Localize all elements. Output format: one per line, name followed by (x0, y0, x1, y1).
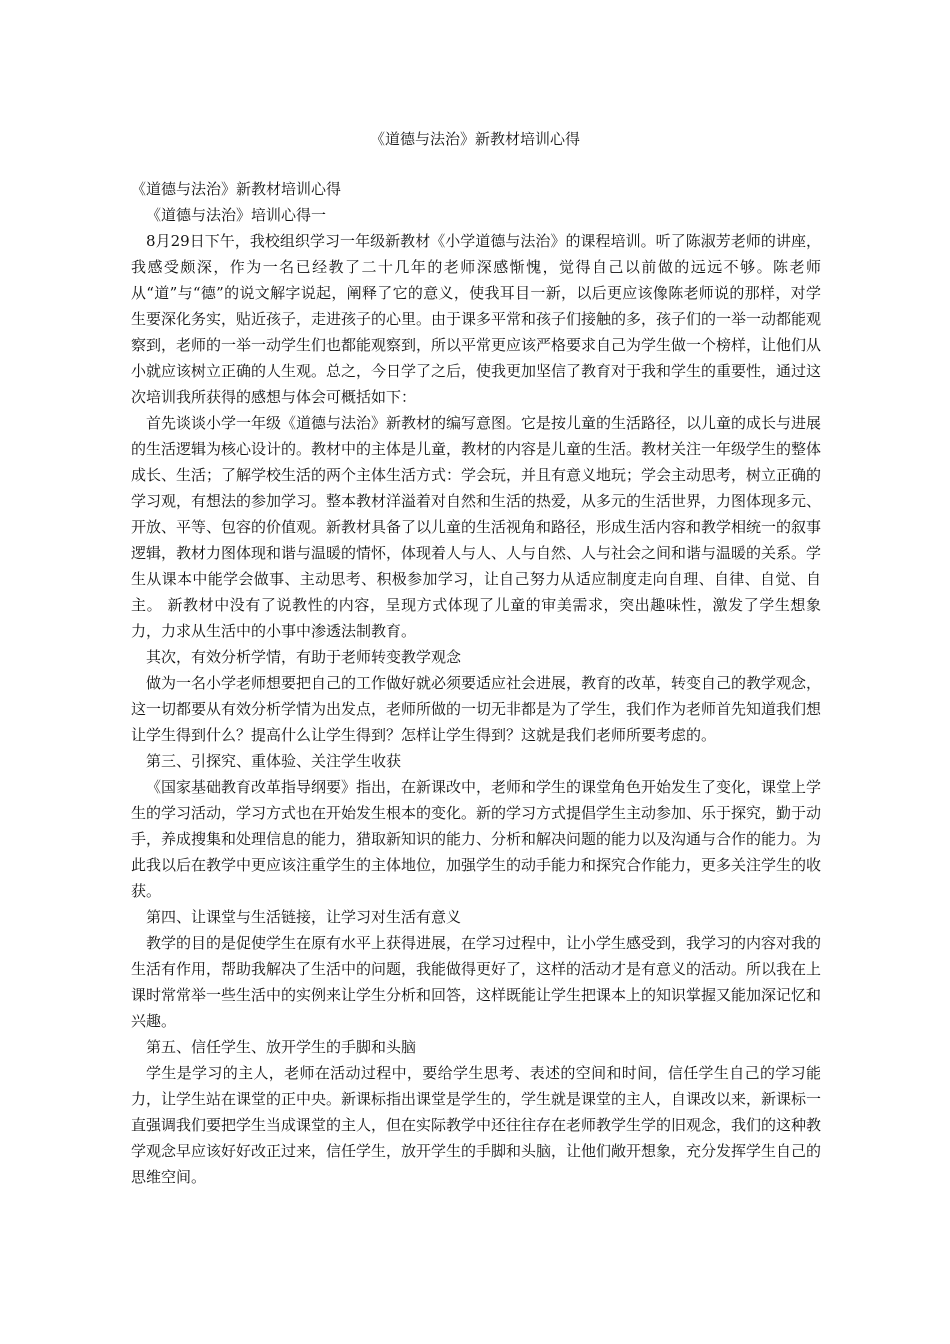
document-subheading: 《道德与法治》培训心得一 (146, 206, 327, 224)
document-body (131, 176, 821, 1190)
document-title: 《道德与法治》新教材培训心得 (369, 130, 580, 148)
paragraph: 学生是学习的主人，老师在活动过程中，要给学生思考、表述的空间和时间，信任学生自己的学习能力，让学生站在课堂的正中央。新课标指出课堂是学生的，学生就是课堂的主人，自课改以来，新课标一直强调我们要把学生当成课堂的主人，但在实际教学中还往往存在老师教学生学的旧观念，我们的这种教学观念早应该好好改正过来，信任学生，放开学生的手脚和头脑，让他们敞开想象，充分发挥学生自己的思维空间。 (131, 1064, 822, 1186)
section-heading: 第四、让课堂与生活链接，让学习对生活有意义 (146, 908, 462, 926)
paragraph: 教学的目的是促使学生在原有水平上获得进展，在学习过程中，让小学生感受到，我学习的内容对我的生活有作用，帮助我解决了生活中的问题，我能做得更好了，这样的活动才是有意义的活动。所以我在上课时常常举一些生活中的实例来让学生分析和回答，这样既能让学生把课本上的知识掌握又能加深记忆和兴趣。 (131, 934, 822, 1030)
paragraph: 《国家基础教育改革指导纲要》指出，在新课改中，老师和学生的课堂角色开始发生了变化，课堂上学生的学习活动，学习方式也在开始发生根本的变化。新的学习方式提倡学生主动参加、乐于探究，勤于动手，养成搜集和处理信息的能力，猎取新知识的能力、分析和解决问题的能力以及沟通与合作的能力。为此我以后在教学中更应该注重学生的主体地位，加强学生的动手能力和探究合作能力，更多关注学生的收获。 (131, 778, 822, 900)
section-heading: 第五、信任学生、放开学生的手脚和头脑 (146, 1038, 417, 1056)
paragraph: 首先谈谈小学一年级《道德与法治》新教材的编写意图。它是按儿童的生活路径，以儿童的成长与进展的生活逻辑为核心设计的。教材中的主体是儿童，教材的内容是儿童的生活。教材关注一年级学生的整体成长、生活；了解学校生活的两个主体生活方式：学会玩，并且有意义地玩；学会主动思考，树立正确的学习观，有想法的参加学习。整本教材洋溢着对自然和生活的热爱，从多元的生活世界，力图体现多元、开放、平等、包容的价值观。新教材具备了以儿童的生活视角和路径，形成生活内容和教学相统一的叙事逻辑，教材力图体现和谐与温暖的情怀，体现着人与人、人与自然、人与社会之间和谐与温暖的关系。学生从课本中能学会做事、主动思考、积极参加学习，让自己努力从适应制度走向自理、自律、自觉、自主。 新教材中没有了说教性的内容，呈现方式体现了儿童的审美需求，突出趣味性，激发了学生想象力，力求从生活中的小事中渗透法制教育。 (131, 414, 822, 640)
section-heading: 第三、引探究、重体验、关注学生收获 (146, 752, 402, 770)
section-heading: 其次，有效分析学情，有助于老师转变教学观念 (146, 648, 462, 666)
document-heading: 《道德与法治》新教材培训心得 (131, 180, 342, 198)
paragraph: 8月29日下午，我校组织学习一年级新教材《小学道德与法治》的课程培训。听了陈淑芳老师的讲座，我感受颇深，作为一名已经教了二十几年的老师深感惭愧，觉得自己以前做的远远不够。陈老师从“道”与“德”的说文解字说起，阐释了它的意义，使我耳目一新，以后更应该像陈老师说的那样，对学生要深化务实，贴近孩子，走进孩子的心里。由于课多平常和孩子们接触的多，孩子们的一举一动都能观察到，老师的一举一动学生们也都能观察到，所以平常更应该严格要求自己为学生做一个榜样，让他们从小就应该树立正确的人生观。总之，今日学了之后，使我更加坚信了教育对于我和学生的重要性，通过这次培训我所获得的感想与体会可概括如下： (131, 232, 822, 406)
paragraph: 做为一名小学老师想要把自己的工作做好就必须要适应社会进展，教育的改革，转变自己的教学观念，这一切都要从有效分析学情为出发点，老师所做的一切无非都是为了学生，我们作为老师首先知道我们想让学生得到什么？提高什么让学生得到？怎样让学生得到？这就是我们老师所要考虑的。 (131, 674, 822, 744)
